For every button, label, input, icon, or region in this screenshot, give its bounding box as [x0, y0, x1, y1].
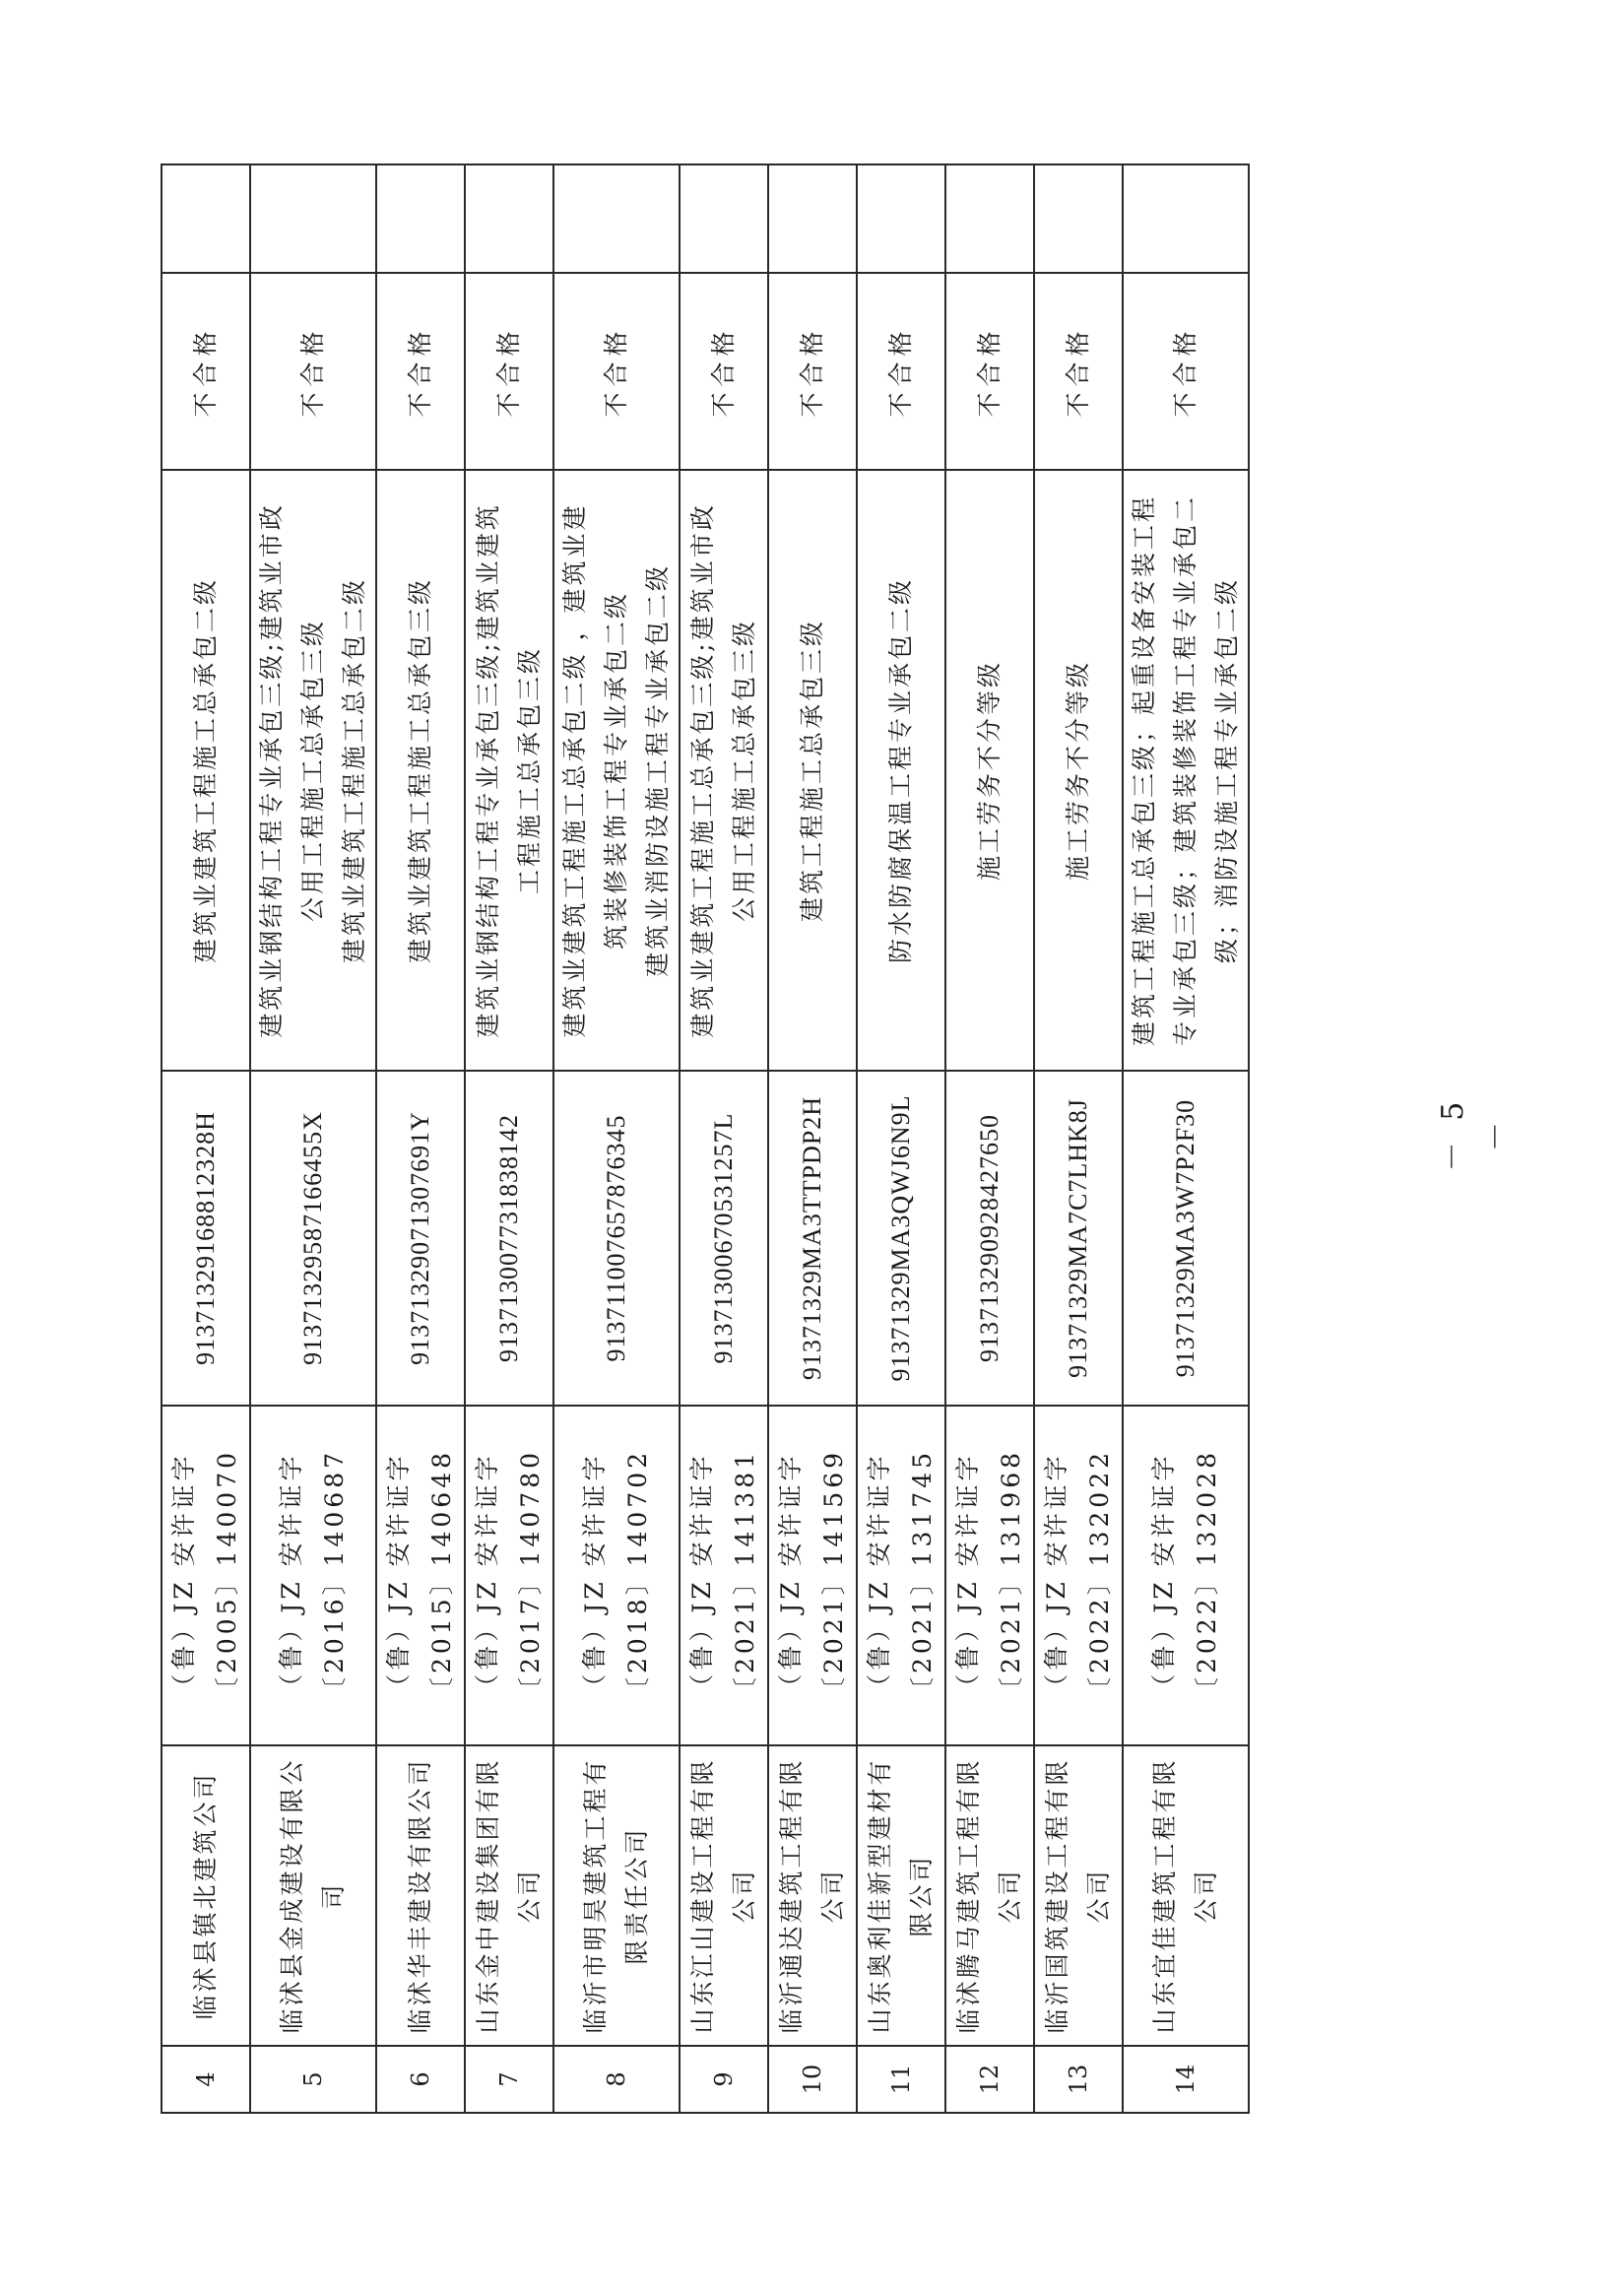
qualification: [162, 470, 250, 1071]
qualification: [945, 470, 1034, 1071]
inspection-result: 不合格: [250, 273, 376, 470]
safety-license-number-line: 〔2021〕131745: [908, 1448, 937, 1703]
row-number: 5: [250, 2046, 376, 2113]
inspection-result: 不合格: [857, 273, 945, 470]
safety-license-number-line: 〔2018〕140702: [623, 1448, 652, 1703]
qualification-line: 施工劳务不分等级: [975, 660, 1004, 882]
row-number: 9: [680, 2046, 768, 2113]
qualification-line: 筑装修装饰工程专业承包二级: [602, 591, 630, 951]
safety-license-number-line: （鲁）JZ 安许证字: [473, 1452, 501, 1699]
safety-license-number-line: 〔2022〕132022: [1085, 1448, 1114, 1703]
credit-code: 91371300670531257L: [680, 1071, 768, 1406]
safety-license-number-line: （鲁）JZ 安许证字: [580, 1452, 609, 1699]
qualification-line: 建筑工程施工总承包三级: [798, 619, 826, 923]
table-body: [162, 164, 1249, 2113]
safety-license-number-line: 〔2015〕140648: [427, 1448, 456, 1703]
safety-license-number: [250, 1406, 376, 1745]
qualification: [376, 470, 465, 1071]
qualification-line: 防水防腐保温工程专业承包二级: [886, 577, 915, 964]
safety-license-number-line: （鲁）JZ 安许证字: [1149, 1452, 1178, 1699]
remarks-cell: [376, 164, 465, 273]
row-number: 7: [465, 2046, 553, 2113]
remarks-cell: [945, 164, 1034, 273]
remarks-cell: [768, 164, 857, 273]
safety-license-number-line: 〔2021〕141569: [819, 1448, 848, 1703]
credit-code: 913713007731838142: [465, 1071, 553, 1406]
safety-license-number-line: （鲁）JZ 安许证字: [776, 1452, 805, 1699]
qualification-line: 级；消防设施工程专业承包二级: [1212, 577, 1241, 964]
company-name: 临沂通达建筑工程有限公司: [768, 1745, 857, 2046]
safety-license-number-line: （鲁）JZ 安许证字: [1042, 1452, 1070, 1699]
credit-code: 91371329MA3QWJ6N9L: [857, 1071, 945, 1406]
table-row: [1123, 164, 1249, 2113]
row-number: 4: [162, 2046, 250, 2113]
credit-code: 91371329MA7C7LHK8J: [1034, 1071, 1123, 1406]
remarks-cell: [857, 164, 945, 273]
safety-license-number: [945, 1406, 1034, 1745]
credit-code: 913713290928427650: [945, 1071, 1034, 1406]
company-name: 山东金中建设集团有限公司: [465, 1745, 553, 2046]
safety-license-number-line: 〔2016〕140687: [320, 1448, 349, 1703]
qualification-line: 建筑业消防设施工程专业承包二级: [643, 563, 672, 978]
table-row: [162, 164, 250, 2113]
qualification-line: 建筑业钢结构工程专业承包三级;建筑业建筑: [474, 502, 502, 1038]
qualification: [680, 470, 768, 1071]
qualification: [1123, 470, 1249, 1071]
remarks-cell: [1034, 164, 1123, 273]
table-row: [857, 164, 945, 2113]
safety-license-number-line: （鲁）JZ 安许证字: [687, 1452, 716, 1699]
company-name: 临沭腾马建筑工程有限公司: [945, 1745, 1034, 2046]
inspection-result: 不合格: [768, 273, 857, 470]
inspection-result: 不合格: [945, 273, 1034, 470]
row-number: 11: [857, 2046, 945, 2113]
qualification-line: 建筑业建筑工程施工总承包二级: [191, 577, 220, 964]
safety-license-number-line: （鲁）JZ 安许证字: [865, 1452, 893, 1699]
qualification-line: 建筑业建筑工程施工总承包三级: [406, 577, 434, 964]
remarks-cell: [1123, 164, 1249, 273]
safety-license-number-line: 〔2022〕132028: [1193, 1448, 1221, 1703]
company-name: 山东宜佳建筑工程有限公司: [1123, 1745, 1249, 2046]
safety-license-number: [376, 1406, 465, 1745]
safety-license-number-line: （鲁）JZ 安许证字: [384, 1452, 413, 1699]
row-number: 6: [376, 2046, 465, 2113]
safety-license-number: [680, 1406, 768, 1745]
company-name: 临沂市明昊建筑工程有限责任公司: [553, 1745, 680, 2046]
table-row: [768, 164, 857, 2113]
row-number: 10: [768, 2046, 857, 2113]
qualification: [1034, 470, 1123, 1071]
inspection-result: 不合格: [1123, 273, 1249, 470]
inspection-result: 不合格: [465, 273, 553, 470]
inspection-result: 不合格: [1034, 273, 1123, 470]
qualification: [250, 470, 376, 1071]
qualification-line: 建筑业钢结构工程专业承包三级;建筑业市政: [257, 502, 286, 1038]
credit-code: 91371329MA3TTPDP2H: [768, 1071, 857, 1406]
safety-license-number: [465, 1406, 553, 1745]
safety-license-number: [768, 1406, 857, 1745]
inspection-result: 不合格: [680, 273, 768, 470]
safety-license-number-line: 〔2021〕141381: [731, 1448, 759, 1703]
qualification: [465, 470, 553, 1071]
safety-license-number-line: 〔2021〕131968: [997, 1448, 1025, 1703]
safety-license-number: [553, 1406, 680, 1745]
credit-code: 913711007657876345: [553, 1071, 680, 1406]
table-row: [680, 164, 768, 2113]
company-name: 山东奥利佳新型建材有限公司: [857, 1745, 945, 2046]
qualification-line: 建筑工程施工总承包三级；起重设备安装工程: [1130, 494, 1158, 1047]
table-row: [376, 164, 465, 2113]
remarks-cell: [162, 164, 250, 273]
table-row: [250, 164, 376, 2113]
page-number: － 5 －: [1436, 1095, 1514, 1172]
table-row: [1034, 164, 1123, 2113]
inspection-result: 不合格: [553, 273, 680, 470]
remarks-cell: [680, 164, 768, 273]
credit-code: 91371329071307691Y: [376, 1071, 465, 1406]
remarks-cell: [465, 164, 553, 273]
qualification-line: 建筑业建筑工程施工总承包三级;建筑业市政: [688, 502, 717, 1038]
company-name: 临沭县镇北建筑公司: [162, 1745, 250, 2046]
safety-license-number-line: 〔2005〕140070: [213, 1448, 241, 1703]
safety-license-number: [1034, 1406, 1123, 1745]
credit-code: 91371329587166455X: [250, 1071, 376, 1406]
company-name: 临沭华丰建设有限公司: [376, 1745, 465, 2046]
inspection-results-table: [161, 164, 1250, 2114]
qualification-line: 工程施工总承包三级: [515, 646, 544, 895]
credit-code: 91371329MA3W7P2F30: [1123, 1071, 1249, 1406]
safety-license-number: [857, 1406, 945, 1745]
safety-license-number-line: （鲁）JZ 安许证字: [169, 1452, 198, 1699]
table-row: [945, 164, 1034, 2113]
row-number: 12: [945, 2046, 1034, 2113]
table-row: [553, 164, 680, 2113]
table-row: [465, 164, 553, 2113]
row-number: 14: [1123, 2046, 1249, 2113]
company-name: 临沭县金成建设有限公司: [250, 1745, 376, 2046]
qualification: [857, 470, 945, 1071]
remarks-cell: [553, 164, 680, 273]
safety-license-number: [162, 1406, 250, 1745]
qualification: [553, 470, 680, 1071]
company-name: 山东江山建设工程有限公司: [680, 1745, 768, 2046]
row-number: 13: [1034, 2046, 1123, 2113]
safety-license-number: [1123, 1406, 1249, 1745]
credit-code: 91371329168812328H: [162, 1071, 250, 1406]
row-number: 8: [553, 2046, 680, 2113]
company-name: 临沂国筑建设工程有限公司: [1034, 1745, 1123, 2046]
safety-license-number-line: （鲁）JZ 安许证字: [953, 1452, 982, 1699]
safety-license-number-line: （鲁）JZ 安许证字: [277, 1452, 305, 1699]
qualification-line: 建筑业建筑工程施工总承包二级: [340, 577, 368, 964]
qualification-line: 建筑业建筑工程施工总承包二级 ，建筑业建: [560, 502, 589, 1038]
safety-license-number-line: 〔2017〕140780: [516, 1448, 545, 1703]
qualification-line: 施工劳务不分等级: [1064, 660, 1092, 882]
inspection-result: 不合格: [162, 273, 250, 470]
inspection-result: 不合格: [376, 273, 465, 470]
qualification-line: 专业承包三级；建筑装修装饰工程专业承包二: [1171, 494, 1200, 1047]
qualification-line: 公用工程施工总承包三级: [730, 619, 758, 923]
qualification-line: 公用工程施工总承包三级: [298, 619, 327, 923]
qualification: [768, 470, 857, 1071]
remarks-cell: [250, 164, 376, 273]
